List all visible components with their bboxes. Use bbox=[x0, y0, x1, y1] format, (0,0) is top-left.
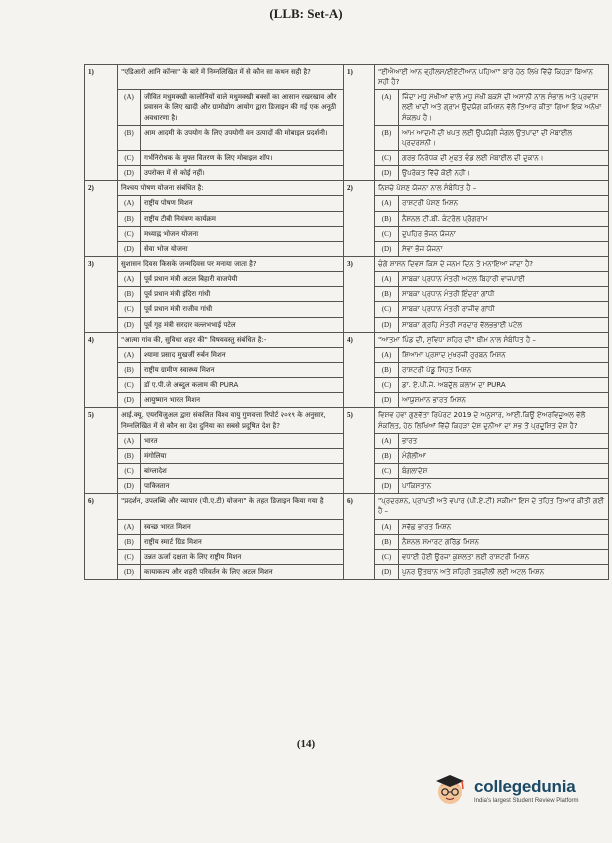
option-text-hindi: स्वच्छ भारत मिशन bbox=[141, 519, 344, 534]
option-text-hindi: जीवित मधुमक्खी कालोनियों वाले मधुमक्खी बक्सों का आसान रखरखाव और प्रवासन के लिए खादी और ग्रामोद्योग आयोग द्वारा डिजाइन की गई एक अनूठी अवधारणा है। bbox=[141, 90, 344, 125]
option-label-punjabi: (B) bbox=[375, 448, 399, 463]
question-text-punjabi: ਨਿਸ਼ਚੇ ਪੋਸ਼ਣ ਯੋਜਨਾ ਨਾਲ ਸੰਬੰਧਿਤ ਹੈ – bbox=[375, 181, 609, 196]
question-text-hindi: सुशासन दिवस किसके जन्मदिवस पर मनाया जाता है? bbox=[118, 256, 344, 271]
option-text-punjabi: ਬੰਗਲਾਦੇਸ਼ bbox=[399, 463, 609, 478]
question-row bbox=[85, 181, 609, 196]
option-label-hindi: (D) bbox=[118, 479, 141, 494]
option-label-punjabi: (D) bbox=[375, 479, 399, 494]
option-text-hindi: सेवा भोज योजना bbox=[141, 241, 344, 256]
option-text-hindi: बांग्लादेश bbox=[141, 463, 344, 478]
question-number-hindi: 4) bbox=[85, 332, 118, 408]
option-text-hindi: राष्ट्रीय टीबी नियंत्रण कार्यक्रम bbox=[141, 211, 344, 226]
option-label-hindi: (B) bbox=[118, 125, 141, 150]
option-label-punjabi: (C) bbox=[375, 226, 399, 241]
option-text-punjabi: ਆਮ ਆਦਮੀ ਦੀ ਖਪਤ ਲਈ ਉਪਯੋਗੀ ਜੰਗਲ ਉਤਪਾਦਾਂ ਦੀ ਮੋਬਾਈਲ ਪ੍ਰਦਰਸ਼ਨੀ। bbox=[399, 125, 609, 150]
option-text-hindi: पूर्व प्रधान मंत्री अटल बिहारी वाजपेयी bbox=[141, 272, 344, 287]
option-label-hindi: (C) bbox=[118, 302, 141, 317]
option-text-hindi: कायाकल्प और शहरी परिवर्तन के लिए अटल मिशन bbox=[141, 564, 344, 579]
brand-tagline: India's largest Student Review Platform bbox=[474, 797, 579, 804]
question-table bbox=[84, 64, 609, 580]
option-text-punjabi: ਸਾਬਕਾ ਗ੍ਰਹਿ ਮੰਤਰੀ ਸਰਦਾਰ ਵੱਲਭਭਾਈ ਪਟੇਲ bbox=[399, 317, 609, 332]
option-label-punjabi: (C) bbox=[375, 549, 399, 564]
option-label-hindi: (A) bbox=[118, 196, 141, 211]
option-label-punjabi: (B) bbox=[375, 362, 399, 377]
option-label-hindi: (D) bbox=[118, 564, 141, 579]
option-label-hindi: (C) bbox=[118, 226, 141, 241]
question-text-punjabi: "ਈਐਆਈ ਆਨ ਵ੍ਹੀਲਸ/ਈਏਟੀਆਨ ਪਹਿਆ" ਬਾਰੇ ਹੇਠ ਲਿਖੇ ਵਿੱਚੋਂ ਕਿਹੜਾ ਬਿਆਨ ਸਹੀ ਹੈ? bbox=[375, 65, 609, 90]
option-text-punjabi: ਨੈਸ਼ਨਲ ਟੀ.ਬੀ. ਕੰਟਰੋਲ ਪ੍ਰੋਗਰਾਮ bbox=[399, 211, 609, 226]
option-label-punjabi: (B) bbox=[375, 211, 399, 226]
option-text-punjabi: ਪਾਕਿਸਤਾਨ bbox=[399, 479, 609, 494]
option-text-hindi: पाकिस्तान bbox=[141, 479, 344, 494]
question-row bbox=[85, 408, 609, 433]
question-row bbox=[85, 256, 609, 271]
option-label-punjabi: (A) bbox=[375, 433, 399, 448]
option-label-punjabi: (C) bbox=[375, 302, 399, 317]
option-label-hindi: (D) bbox=[118, 166, 141, 181]
option-text-punjabi: ਸਾਬਕਾ ਪ੍ਰਧਾਨ ਮੰਤਰੀ ਇੰਦਰਾ ਗਾਂਧੀ bbox=[399, 287, 609, 302]
option-text-punjabi: ਜਿੰਦਾ ਮਧੂ ਮੱਖੀਆਂ ਵਾਲੇ ਮਧੂ ਮੱਖੀ ਬਕਸੇ ਦੀ ਅਸਾਨੀ ਨਾਲ ਸੰਭਾਲ ਅਤੇ ਪ੍ਰਵਾਸ ਲਈ ਖਾਦੀ ਅਤੇ ਗ੍ਰਾਮ ਉਦਯੋਗ ਕਮਿਸ਼ਨ ਵੱਲੋਂ ਤਿਆਰ ਕੀਤਾ ਗਿਆ ਇਕ ਅਨੋਖਾ ਸੰਕਲਪ ਹੈ। bbox=[399, 90, 609, 125]
option-text-hindi: पूर्व प्रधान मंत्री राजीव गांधी bbox=[141, 302, 344, 317]
option-label-hindi: (B) bbox=[118, 287, 141, 302]
option-label-punjabi: (D) bbox=[375, 166, 399, 181]
option-label-hindi: (C) bbox=[118, 378, 141, 393]
option-text-hindi: भारत bbox=[141, 433, 344, 448]
option-text-hindi: उन्नत ऊर्जा दक्षता के लिए राष्ट्रीय मिशन bbox=[141, 549, 344, 564]
question-text-hindi: "प्रदर्शन, उपलब्धि और व्यापार (पी.ए.टी) योजना" के तहत डिजाइन किया गया है bbox=[118, 494, 344, 519]
question-number-hindi: 2) bbox=[85, 181, 118, 257]
option-label-punjabi: (D) bbox=[375, 564, 399, 579]
option-text-hindi: आम आदमी के उपयोग के लिए उपयोगी वन उत्पादों की मोबाइल प्रदर्शनी। bbox=[141, 125, 344, 150]
question-number-punjabi: 6) bbox=[344, 494, 375, 580]
option-label-hindi: (A) bbox=[118, 272, 141, 287]
option-text-hindi: डॉ ए.पी.जे अब्दुल कलाम की PURA bbox=[141, 378, 344, 393]
option-text-punjabi: ਸ਼ਿਆਮਾ ਪ੍ਰਸਾਦ ਮੁਖਰਜੀ ਰੁਰਬਨ ਮਿਸ਼ਨ bbox=[399, 347, 609, 362]
question-row bbox=[85, 65, 609, 90]
page-title: (LLB: Set-A) bbox=[269, 6, 343, 21]
question-text-punjabi: "ਪ੍ਰਦਰਸ਼ਨ, ਪ੍ਰਾਪਤੀ ਅਤੇ ਵਪਾਰ (ਪੀ.ਏ.ਟੀ) ਸਕੀਮ" ਇਸ ਦੇ ਤਹਿਤ ਤਿਆਰ ਕੀਤੀ ਗਈ ਹੈ – bbox=[375, 494, 609, 519]
option-text-punjabi: ਗਰਭ ਨਿਰੋਧਕ ਦੀ ਮੁਫਤ ਵੰਡ ਲਈ ਮੋਬਾਈਲ ਦੀ ਦੁਕਾਨ। bbox=[399, 150, 609, 165]
question-number-punjabi: 2) bbox=[344, 181, 375, 257]
option-label-punjabi: (A) bbox=[375, 519, 399, 534]
option-label-hindi: (C) bbox=[118, 463, 141, 478]
option-label-hindi: (A) bbox=[118, 519, 141, 534]
option-text-hindi: मध्याह्न भोजन योजना bbox=[141, 226, 344, 241]
option-label-hindi: (B) bbox=[118, 448, 141, 463]
option-label-punjabi: (A) bbox=[375, 272, 399, 287]
option-text-hindi: उपरोक्त में से कोई नहीं। bbox=[141, 166, 344, 181]
option-text-punjabi: ਵਧਾਈ ਹੋਈ ਊਰਜਾ ਕੁਸ਼ਲਤਾ ਲਈ ਰਾਸ਼ਟਰੀ ਮਿਸ਼ਨ bbox=[399, 549, 609, 564]
question-number-hindi: 5) bbox=[85, 408, 118, 494]
question-row bbox=[85, 332, 609, 347]
collegedunia-watermark bbox=[430, 770, 579, 810]
option-text-hindi: मंगोलिया bbox=[141, 448, 344, 463]
question-row bbox=[85, 494, 609, 519]
option-label-hindi: (D) bbox=[118, 393, 141, 408]
option-text-hindi: पूर्व गृह मंत्री सरदार वल्लभभाई पटेल bbox=[141, 317, 344, 332]
option-label-punjabi: (C) bbox=[375, 150, 399, 165]
option-label-punjabi: (B) bbox=[375, 534, 399, 549]
option-text-punjabi: ਸਾਬਕਾ ਪ੍ਰਧਾਨ ਮੰਤਰੀ ਰਾਜੀਵ ਗਾਂਧੀ bbox=[399, 302, 609, 317]
question-number-hindi: 6) bbox=[85, 494, 118, 580]
question-text-hindi: "एडिआरो आनि कॉन्स" के बारे में निम्नलिखित में से कौन सा कथन सही है? bbox=[118, 65, 344, 90]
option-text-punjabi: ਡਾ. ਏ.ਪੀ.ਜੇ. ਅਬਦੁੱਲ ਕਲਾਮ ਦਾ PURA bbox=[399, 378, 609, 393]
option-text-punjabi: ਸਵੱਛ ਭਾਰਤ ਮਿਸ਼ਨ bbox=[399, 519, 609, 534]
brand-name: collegedunia bbox=[474, 776, 576, 796]
option-text-hindi: आयुष्मान भारत मिशन bbox=[141, 393, 344, 408]
option-label-punjabi: (B) bbox=[375, 125, 399, 150]
question-text-hindi: आई.क्यू. एयरविजुअल द्वारा संकलित विश्व वायु गुणवत्ता रिपोर्ट २०१९ के अनुसार, निम्नलिखित में से कौन सा देश दुनिया का सबसे प्रदूषित देश है? bbox=[118, 408, 344, 433]
option-text-punjabi: ਮੰਗੋਲੀਆ bbox=[399, 448, 609, 463]
option-text-punjabi: ਪੁਨਰ ਉਤਥਾਨ ਅਤੇ ਸ਼ਹਿਰੀ ਤਬਦੀਲੀ ਲਈ ਅਟਲ ਮਿਸ਼ਨ bbox=[399, 564, 609, 579]
option-label-hindi: (C) bbox=[118, 549, 141, 564]
question-text-punjabi: ਵਿਸ਼ਵ ਹਵਾ ਗੁਣਵੱਤਾ ਰਿਪੋਰਟ 2019 ਦੇ ਅਨੁਸਾਰ, ਆਈ.ਕਿਊ ਏਅਰਵਿਜ਼ੂਅਲ ਵੱਲੋਂ ਸੰਕਲਿਤ, ਹੇਠ ਲਿਖਿਆਂ ਵਿੱਚੋਂ ਕਿਹੜਾ ਦੇਸ਼ ਦੁਨੀਆ ਦਾ ਸਭ ਤੋਂ ਪ੍ਰਦੂਸ਼ਿਤ ਦੇਸ਼ ਹੈ? bbox=[375, 408, 609, 433]
option-label-hindi: (B) bbox=[118, 211, 141, 226]
option-text-hindi: राष्ट्रीय स्मार्ट ग्रिड मिशन bbox=[141, 534, 344, 549]
question-text-hindi: निश्चय पोषण योजना संबंधित है: bbox=[118, 181, 344, 196]
option-label-hindi: (D) bbox=[118, 241, 141, 256]
option-label-punjabi: (C) bbox=[375, 378, 399, 393]
option-label-punjabi: (D) bbox=[375, 317, 399, 332]
option-label-hindi: (B) bbox=[118, 534, 141, 549]
question-number-punjabi: 5) bbox=[344, 408, 375, 494]
option-label-hindi: (A) bbox=[118, 347, 141, 362]
option-label-punjabi: (D) bbox=[375, 393, 399, 408]
option-text-punjabi: ਸੇਵਾ ਭੋਜ ਯੋਜਨਾ bbox=[399, 241, 609, 256]
question-text-punjabi: ਚੰਗੇ ਸ਼ਾਸਨ ਦਿਵਸ ਕਿਸ ਦੇ ਜਨਮ ਦਿਨ ਤੇ ਮਨਾਇਆ ਜਾਂਦਾ ਹੈ? bbox=[375, 256, 609, 271]
graduate-mascot-icon bbox=[430, 770, 470, 810]
option-text-punjabi: ਉਪਰੋਕਤ ਵਿੱਚੋਂ ਕੋਈ ਨਹੀਂ। bbox=[399, 166, 609, 181]
option-label-hindi: (D) bbox=[118, 317, 141, 332]
question-number-hindi: 3) bbox=[85, 256, 118, 332]
option-text-hindi: श्यामा प्रसाद मुखर्जी रुर्बन मिशन bbox=[141, 347, 344, 362]
question-number-punjabi: 1) bbox=[344, 65, 375, 181]
option-text-hindi: गर्भनिरोधक के मुफ्त वितरण के लिए मोबाइल शॉप। bbox=[141, 150, 344, 165]
question-number-hindi: 1) bbox=[85, 65, 118, 181]
question-number-punjabi: 3) bbox=[344, 256, 375, 332]
option-label-hindi: (A) bbox=[118, 433, 141, 448]
option-label-hindi: (C) bbox=[118, 150, 141, 165]
option-text-punjabi: ਭਾਰਤ bbox=[399, 433, 609, 448]
option-label-punjabi: (C) bbox=[375, 463, 399, 478]
option-label-punjabi: (A) bbox=[375, 196, 399, 211]
option-text-hindi: पूर्व प्रधान मंत्री इंदिरा गांधी bbox=[141, 287, 344, 302]
option-text-punjabi: ਆਯੁਸ਼ਮਾਨ ਭਾਰਤ ਮਿਸ਼ਨ bbox=[399, 393, 609, 408]
page-number: (14) bbox=[296, 738, 316, 750]
option-text-punjabi: ਸਾਬਕਾ ਪ੍ਰਧਾਨ ਮੰਤਰੀ ਅਟਲ ਬਿਹਾਰੀ ਵਾਜਪਾਈ bbox=[399, 272, 609, 287]
option-text-punjabi: ਰਾਸ਼ਟਰੀ ਪੇਂਡੂ ਸਿਹਤ ਮਿਸ਼ਨ bbox=[399, 362, 609, 377]
option-text-punjabi: ਦੁਪਹਿਰ ਭੋਜਨ ਯੋਜਨਾ bbox=[399, 226, 609, 241]
option-text-punjabi: ਨੈਸ਼ਨਲ ਸਮਾਰਟ ਗਰਿੱਡ ਮਿਸ਼ਨ bbox=[399, 534, 609, 549]
option-label-hindi: (B) bbox=[118, 362, 141, 377]
question-text-punjabi: "ਆਤਮਾ ਪਿੰਡ ਦੀ, ਸੁਵਿਧਾ ਸ਼ਹਿਰ ਦੀ" ਥੀਮ ਨਾਲ ਸੰਬੰਧਿਤ ਹੈ – bbox=[375, 332, 609, 347]
option-label-punjabi: (A) bbox=[375, 90, 399, 125]
option-label-punjabi: (B) bbox=[375, 287, 399, 302]
option-text-punjabi: ਰਾਸ਼ਟਰੀ ਪੋਸ਼ਣ ਮਿਸ਼ਨ bbox=[399, 196, 609, 211]
option-text-hindi: राष्ट्रीय ग्रामीण स्वास्थ्य मिशन bbox=[141, 362, 344, 377]
question-text-hindi: "आत्मा गांव की, सुविधा शहर की" विषयवस्तु संबंधित है:- bbox=[118, 332, 344, 347]
option-label-punjabi: (A) bbox=[375, 347, 399, 362]
option-text-hindi: राष्ट्रीय पोषण मिशन bbox=[141, 196, 344, 211]
option-label-punjabi: (D) bbox=[375, 241, 399, 256]
question-number-punjabi: 4) bbox=[344, 332, 375, 408]
option-label-hindi: (A) bbox=[118, 90, 141, 125]
